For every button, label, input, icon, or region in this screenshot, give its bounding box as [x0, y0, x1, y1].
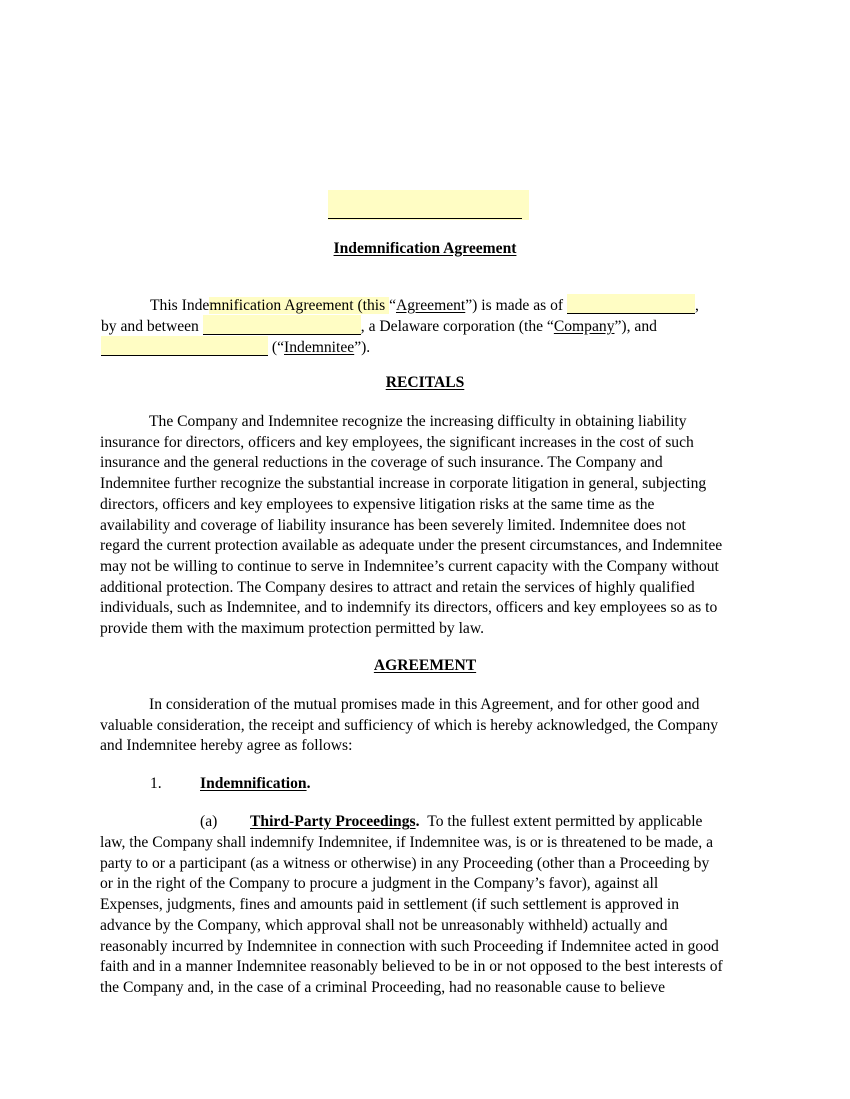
subsection-a-line: or in the right of the Company to procure a judgment in the Company’s favor), against all — [100, 875, 659, 893]
subsection-a-line: party to or a participant (as a witness or otherwise) in any Proceeding (other than a Proceeding by — [100, 854, 710, 872]
effective-date-field[interactable] — [567, 294, 695, 314]
subsection-a-label — [200, 812, 217, 833]
subsection-a-line: Expenses, judgments, fines and amounts paid in settlement (if such settlement is approved in — [100, 896, 680, 914]
company-term: Company — [553, 318, 615, 335]
recitals-line: additional protection. The Company desires to attract and retain the services of highly qualified — [100, 578, 695, 596]
subsection-a-paragraph — [100, 833, 752, 999]
indemnitee-name-field[interactable] — [101, 336, 268, 356]
section-1-number: 1. — [150, 775, 162, 792]
document-title: Indemnification Agreement — [333, 240, 517, 257]
recitals-line: may not be willing to continue to serve in Indemnitee’s current capacity with the Company without — [100, 557, 719, 575]
subsection-a-title-period: . — [415, 813, 420, 830]
company-name-field[interactable] — [203, 315, 361, 335]
intro-text-2a: by and between — [101, 318, 199, 335]
intro-text-1b: ”) is made as of — [465, 297, 564, 314]
intro-text-1c: , — [695, 297, 699, 314]
top-placeholder-field[interactable] — [328, 190, 529, 220]
intro-text-2c: ”), and — [614, 318, 657, 335]
recitals-line: insurance and the general reductions in the coverage of such insurance. The Company and — [100, 454, 663, 472]
subsection-a-letter: (a) — [200, 813, 218, 830]
recitals-line: provide them with the maximum protection permitted by law. — [100, 620, 484, 638]
recitals-line: insurance for directors, officers and key employees, the significant increases in the cost of such — [100, 433, 694, 451]
section-1-title-wrap — [200, 774, 310, 795]
intro-text-3a: (“ — [271, 339, 285, 356]
indemnitee-term: Indemnitee — [284, 339, 355, 356]
intro-quote-open: “ — [389, 297, 396, 314]
agreement-paragraph — [100, 695, 752, 757]
subsection-a-line: reasonably incurred by Indemnitee in connection with such Proceeding if Indemnitee acted in good — [100, 937, 719, 955]
recitals-line: availability and coverage of liability insurance has been severely limited. Indemnitee does not — [100, 516, 686, 534]
agreement-heading: AGREEMENT — [373, 657, 477, 674]
recitals-line: regard the current protection available as adequate under the present circumstances, and Indemnitee — [100, 537, 723, 555]
subsection-a-line: advance by the Company, which approval shall not be unreasonably withheld) actually and — [100, 916, 668, 934]
recitals-heading: RECITALS — [385, 374, 465, 391]
agreement-line: and Indemnitee hereby agree as follows: — [100, 737, 353, 755]
agreement-line: In consideration of the mutual promises made in this Agreement, and for other good and — [149, 696, 700, 713]
recitals-line: Indemnitee further recognize the substantial increase in corporate litigation in general, subjecting — [100, 475, 707, 493]
subsection-a-line: the Company and, in the case of a criminal Proceeding, had no reasonable cause to believe — [100, 978, 666, 996]
subsection-a-first-line-rest: To the fullest extent permitted by applicable — [427, 813, 703, 830]
intro-line-3 — [101, 336, 370, 359]
intro-line-2 — [101, 315, 657, 338]
recitals-line: individuals, such as Indemnitee, and to indemnify its directors, officers and key employees so as to — [100, 599, 718, 617]
intro-text-2b: , a Delaware corporation (the “ — [360, 318, 554, 335]
intro-highlight: mnification Agreement (this — [209, 297, 390, 314]
recitals-line: The Company and Indemnitee recognize the increasing difficulty in obtaining liability — [149, 413, 687, 430]
intro-text-3b: ”). — [354, 339, 371, 356]
subsection-a-line: law, the Company shall indemnify Indemnitee, if Indemnitee was, is or is threatened to be made, a — [100, 834, 714, 851]
recitals-paragraph — [100, 412, 752, 640]
recitals-line: directors, officers and key employees to expensive litigation risks at the same time as the — [100, 495, 655, 513]
subsection-a-first-line — [250, 812, 702, 833]
agreement-line: valuable consideration, the receipt and sufficiency of which is hereby acknowledged, the Company — [100, 716, 719, 734]
subsection-a-title: Third-Party Proceedings — [250, 813, 416, 830]
section-1-period: . — [306, 775, 311, 792]
top-signature-rule — [328, 218, 522, 219]
intro-line-1 — [150, 294, 699, 317]
intro-text-1a: This Inde — [150, 297, 210, 314]
agreement-term: Agreement — [395, 297, 466, 314]
section-1-title: Indemnification — [200, 775, 307, 792]
subsection-a-line: faith and in a manner Indemnitee reasonably believed to be in or not opposed to the best interests of — [100, 958, 723, 976]
section-1-heading — [150, 774, 162, 795]
